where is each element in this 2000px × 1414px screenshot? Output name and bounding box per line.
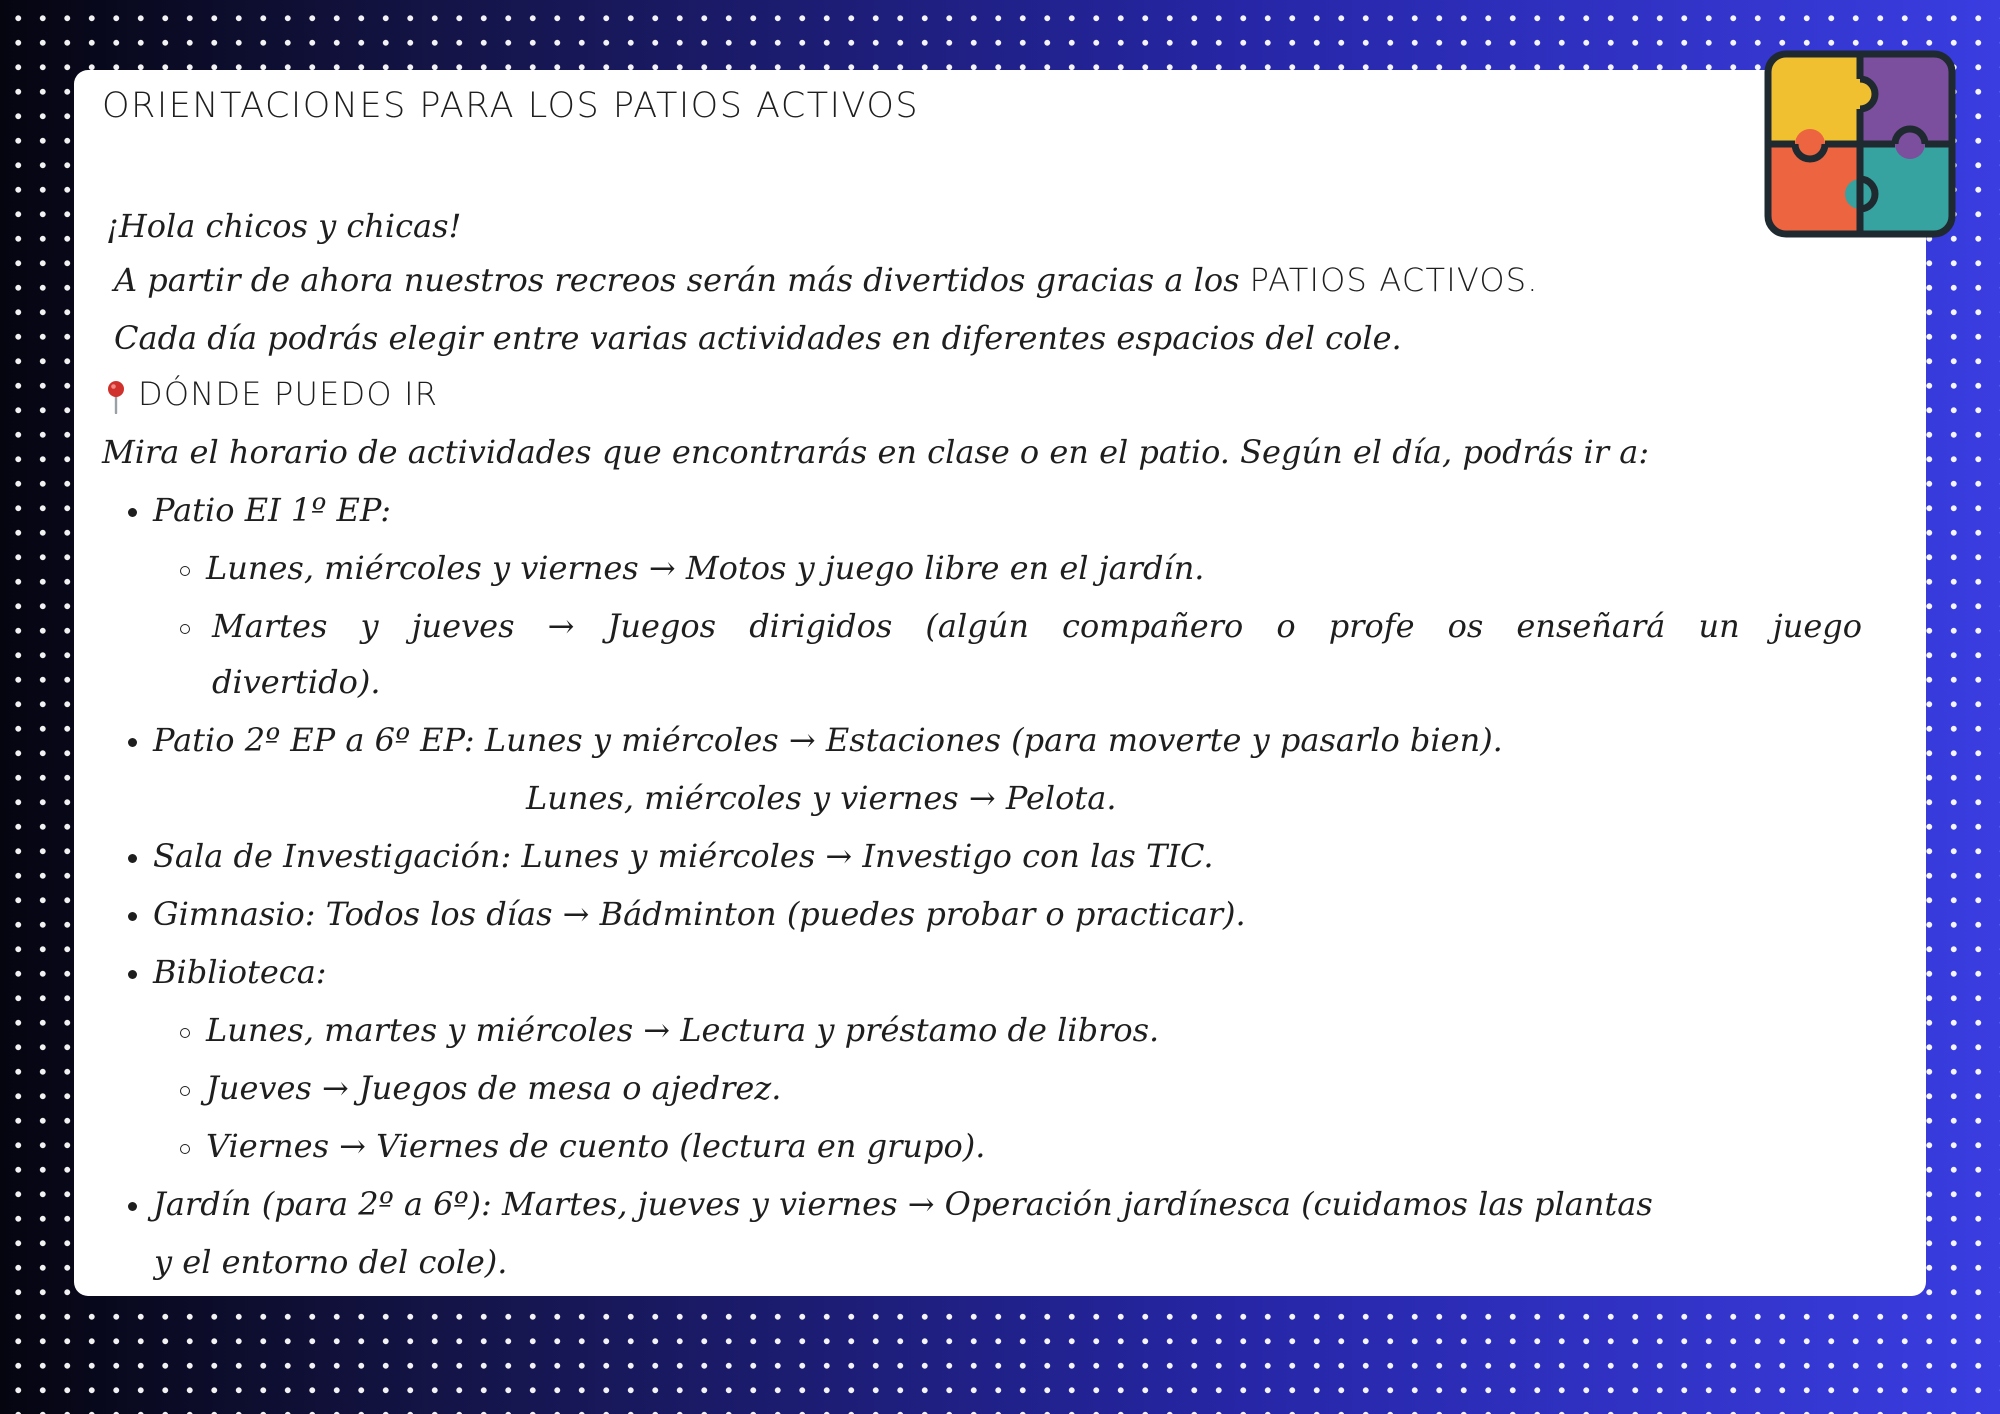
section-heading: DÓNDE PUEDO IR <box>138 375 439 413</box>
sub-item-biblioteca-2: Jueves → Juegos de mesa o ajedrez. <box>180 1068 781 1108</box>
sub-bullet <box>180 606 206 646</box>
sub-bullet <box>180 1144 190 1154</box>
sub-item-biblioteca-1: Lunes, martes y miércoles → Lectura y préstamo de libros. <box>180 1010 1159 1050</box>
bullet <box>128 508 137 517</box>
list-item-patio-ep-cont: Lunes, miércoles y viernes → Pelota. <box>526 779 1117 817</box>
bullet <box>128 912 137 921</box>
sub-bullet <box>180 566 190 576</box>
patios-activos-label: PATIOS ACTIVOS. <box>1249 261 1539 299</box>
intro-line-1 <box>114 260 1539 300</box>
sub-item-patio-ei-2: Martes y jueves → Juegos dirigidos (algún compañero o profe os enseñará un juego <box>212 607 1862 645</box>
bullet <box>128 1202 137 1211</box>
page-title: ORIENTACIONES PARA LOS PATIOS ACTIVOS <box>102 86 920 126</box>
list-item-jardin: Jardín (para 2º a 6º): Martes, jueves y viernes → Operación jardínesca (cuidamos las plantas <box>128 1184 1653 1224</box>
bullet <box>128 970 137 979</box>
sub-bullet <box>180 1086 190 1096</box>
list-item-biblioteca: Biblioteca: <box>128 952 327 992</box>
list-item-patio-ei: Patio EI 1º EP: <box>128 490 391 530</box>
sub-bullet <box>180 1028 190 1038</box>
section-heading-row <box>106 374 438 414</box>
sub-item-patio-ei-1: Lunes, miércoles y viernes → Motos y juego libre en el jardín. <box>180 548 1204 588</box>
list-item-patio-ep: Patio 2º EP a 6º EP: Lunes y miércoles → Estaciones (para moverte y pasarlo bien). <box>128 720 1503 760</box>
list-item-sala: Sala de Investigación: Lunes y miércoles → Investigo con las TIC. <box>128 836 1213 876</box>
sub-item-biblioteca-3: Viernes → Viernes de cuento (lectura en grupo). <box>180 1126 985 1166</box>
greeting: ¡Hola chicos y chicas! <box>106 207 462 245</box>
bullet <box>128 854 137 863</box>
bullet <box>128 738 137 747</box>
intro-text: A partir de ahora nuestros recreos serán más divertidos gracias a los <box>114 261 1240 299</box>
intro-line-2: Cada día podrás elegir entre varias actividades en diferentes espacios del cole. <box>114 319 1402 357</box>
list-item-gimnasio: Gimnasio: Todos los días → Bádminton (puedes probar o practicar). <box>128 894 1246 934</box>
pushpin-icon <box>106 380 126 414</box>
list-item-jardin-cont: y el entorno del cole). <box>154 1243 508 1281</box>
sub-item-patio-ei-2-cont: divertido). <box>212 663 381 701</box>
puzzle-icon <box>1760 46 1960 242</box>
section-intro: Mira el horario de actividades que encontrarás en clase o en el patio. Según el día, podrás ir a: <box>102 433 1650 471</box>
